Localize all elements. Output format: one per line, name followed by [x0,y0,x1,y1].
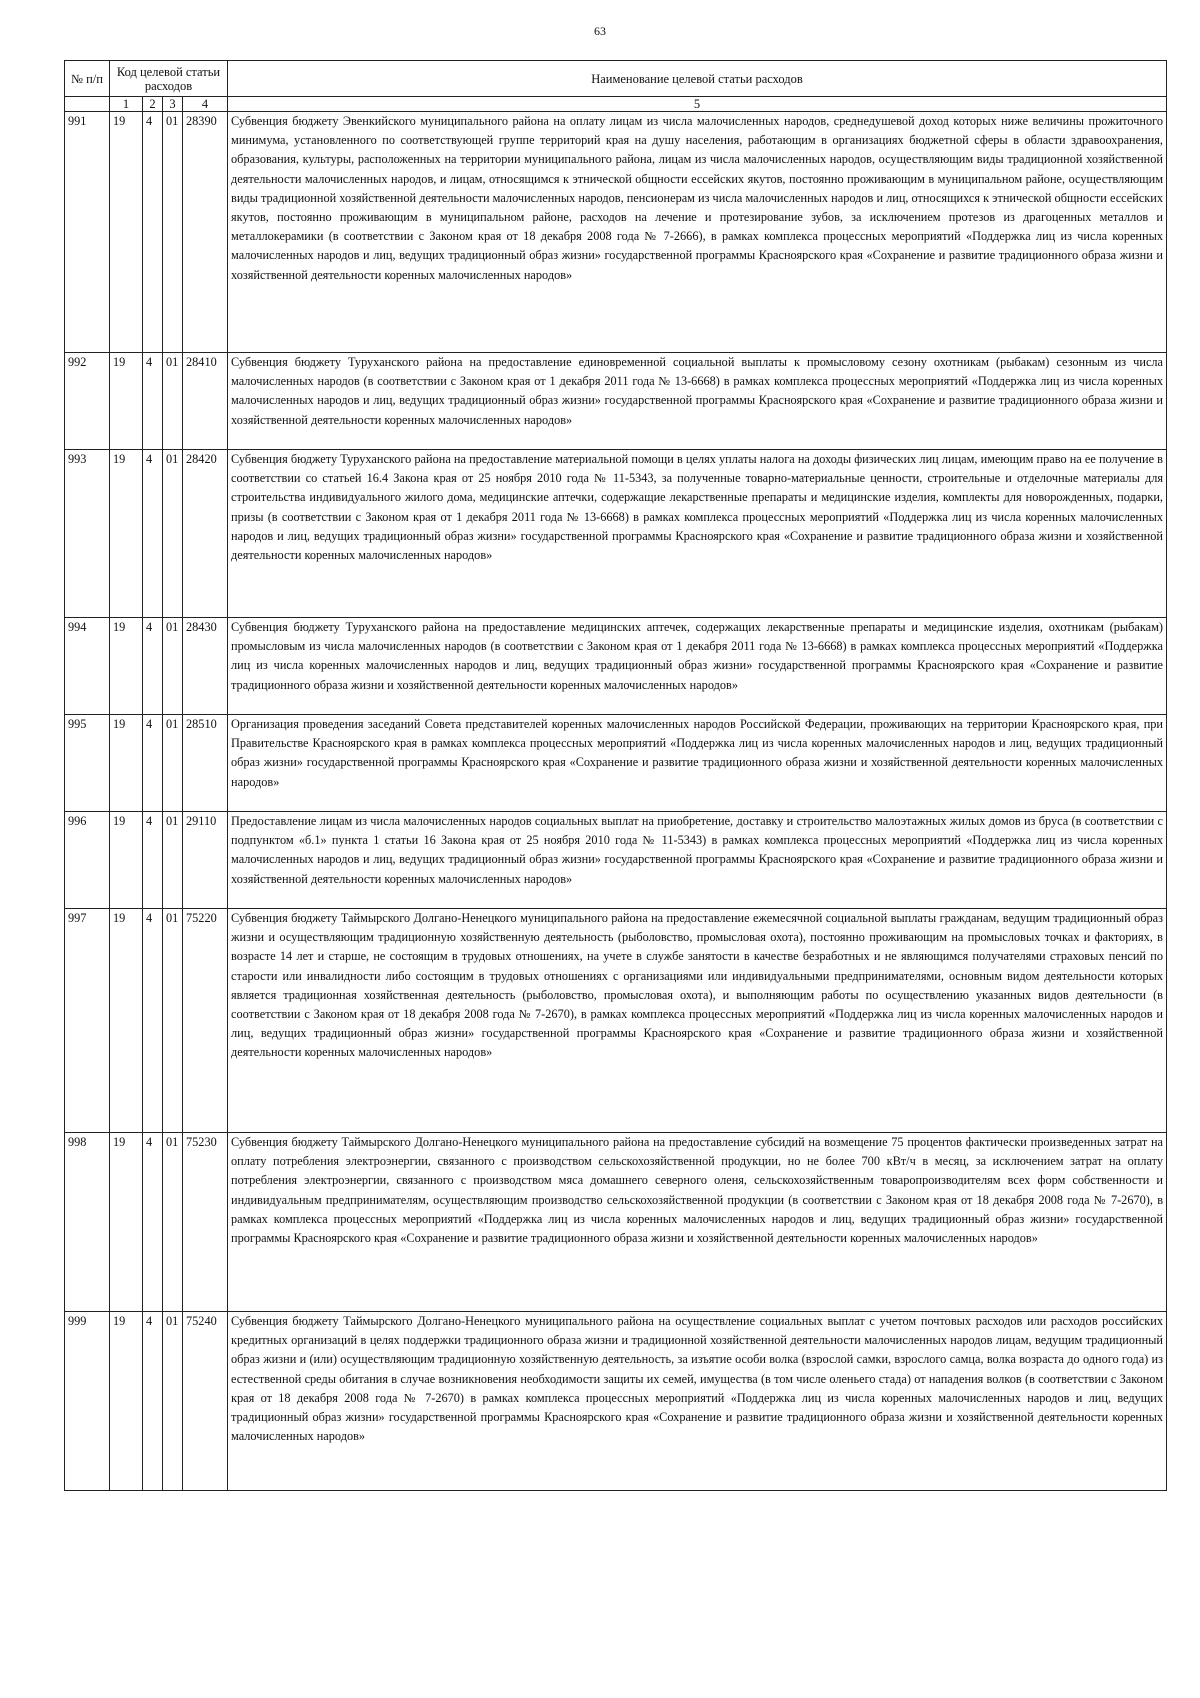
row-number: 992 [65,353,110,450]
code-program: 19 [110,715,143,812]
code-direction: 75220 [183,909,228,1133]
col-number-2: 2 [143,97,163,112]
code-subprogram: 4 [143,909,163,1133]
code-subprogram: 4 [143,450,163,618]
code-event: 01 [163,909,183,1133]
col-number-5: 5 [228,97,1167,112]
code-subprogram: 4 [143,112,163,353]
col-number-1: 1 [110,97,143,112]
code-subprogram: 4 [143,1312,163,1491]
code-program: 19 [110,909,143,1133]
row-number: 994 [65,618,110,715]
code-subprogram: 4 [143,812,163,909]
table-row [65,618,1167,715]
code-subprogram: 4 [143,353,163,450]
table-row [65,1133,1167,1312]
code-direction: 28420 [183,450,228,618]
table-row [65,812,1167,909]
code-program: 19 [110,618,143,715]
header-name: Наименование целевой статьи расходов [228,61,1167,97]
code-program: 19 [110,450,143,618]
table-row [65,715,1167,812]
expense-description: Предоставление лицам из числа малочисленных народов социальных выплат на приобретение, доставку и строительство малоэтажных жилых домов из бруса (в соответствии с подпунктом «б.1» пункта 1 статьи 16 Закона края от 25 ноября 2010 года № 11-5343) в рамках комплекса процессных мероприятий «Поддержка лиц из числа коренных малочисленных народов и лиц, ведущих традиционный образ жизни» государственной программы Красноярского края «Сохранение и развитие традиционного образа жизни и хозяйственной деятельности коренных малочисленных народов» [228,812,1167,909]
code-direction: 29110 [183,812,228,909]
expense-description: Субвенция бюджету Туруханского района на предоставление медицинских аптечек, содержащих лекарственные препараты и медицинские изделия, охотникам (рыбакам) промысловым из числа малочисленных народов (в соответствии с Законом края от 1 декабря 2011 года № 13-6668) в рамках комплекса процессных мероприятий «Поддержка лиц из числа коренных малочисленных народов и лиц, ведущих традиционный образ жизни» государственной программы Красноярского края «Сохранение и развитие традиционного образа жизни и хозяйственной деятельности коренных малочисленных народов» [228,618,1167,715]
expense-description: Субвенция бюджету Эвенкийского муниципального района на оплату лицам из числа малочисленных народов, среднедушевой доход которых ниже величины прожиточного минимума, установленного по соответствующей группе территорий края на душу населения, работающим в организациях бюджетной сферы в области здравоохранения, образования, культуры, расположенных на территории муниципального района, лицам из числа малочисленных народов, осуществляющим виды традиционной хозяйственной деятельности малочисленных народов, и лицам, относящимся к этнической общности ессейских якутов, постоянно проживающим в муниципальном районе, осуществляющим виды традиционной хозяйственной деятельности малочисленных народов, пенсионерам из числа малочисленных народов и лиц, относящихся к этнической общности ессейских якутов, постоянно проживающим в муниципальном районе, расходов на лечение и протезирование зубов, за исключением протезов из драгоценных металлов и металлокерамики (в соответствии с Законом края от 18 декабря 2008 года № 7-2666), в рамках комплекса процессных мероприятий «Поддержка лиц из числа коренных малочисленных народов и лиц, ведущих традиционный образ жизни» государственной программы Красноярского края «Сохранение и развитие традиционного образа жизни и хозяйственной деятельности коренных малочисленных народов» [228,112,1167,353]
expense-description: Субвенция бюджету Туруханского района на предоставление единовременной социальной выплаты к промысловому сезону охотникам (рыбакам) сезонным из числа малочисленных народов (в соответствии с Законом края от 1 декабря 2011 года № 13-6668) в рамках комплекса процессных мероприятий «Поддержка лиц из числа коренных малочисленных народов и лиц, ведущих традиционный образ жизни» государственной программы Красноярского края «Сохранение и развитие традиционного образа жизни и хозяйственной деятельности коренных малочисленных народов» [228,353,1167,450]
row-number: 995 [65,715,110,812]
row-number: 991 [65,112,110,353]
expense-description: Организация проведения заседаний Совета представителей коренных малочисленных народов Российской Федерации, проживающих на территории Красноярского края, при Правительстве Красноярского края в рамках комплекса процессных мероприятий «Поддержка лиц из числа коренных малочисленных народов и лиц, ведущих традиционный образ жизни» государственной программы Красноярского края «Сохранение и развитие традиционного образа жизни и хозяйственной деятельности коренных малочисленных народов» [228,715,1167,812]
table-row [65,909,1167,1133]
code-event: 01 [163,1133,183,1312]
code-event: 01 [163,812,183,909]
code-program: 19 [110,1133,143,1312]
col-number-4: 4 [183,97,228,112]
code-subprogram: 4 [143,715,163,812]
code-direction: 28510 [183,715,228,812]
row-number: 998 [65,1133,110,1312]
header-num: № п/п [65,61,110,97]
table-row [65,1312,1167,1491]
page-number: 63 [594,24,606,38]
code-event: 01 [163,715,183,812]
code-event: 01 [163,450,183,618]
code-event: 01 [163,353,183,450]
code-subprogram: 4 [143,618,163,715]
code-program: 19 [110,112,143,353]
code-direction: 28390 [183,112,228,353]
code-direction: 28410 [183,353,228,450]
table-header-row [65,61,1167,97]
column-number-row [65,97,1167,112]
expense-description: Субвенция бюджету Таймырского Долгано-Ненецкого муниципального района на осуществление социальных выплат с учетом почтовых расходов или расходов российских кредитных организаций в целях поддержки традиционного образа жизни и традиционной хозяйственной деятельности малочисленных народов лицам, ведущим традиционный образ жизни и (или) осуществляющим традиционную хозяйственную деятельность, за изъятие особи волка (взрослой самки, взрослого самца, волка возраста до одного года) из естественной среды обитания в случае возникновения необходимости защиты их семей, имущества (в том числе оленьего стада) от нападения волков (в соответствии с Законом края от 18 декабря 2008 года № 7-2670) в рамках комплекса процессных мероприятий «Поддержка лиц из числа коренных малочисленных народов и лиц, ведущих традиционный образ жизни» государственной программы Красноярского края «Сохранение и развитие традиционного образа жизни и хозяйственной деятельности коренных малочисленных народов» [228,1312,1167,1491]
row-number: 997 [65,909,110,1133]
table-row [65,450,1167,618]
code-event: 01 [163,112,183,353]
code-program: 19 [110,812,143,909]
row-number: 996 [65,812,110,909]
expense-description: Субвенция бюджету Таймырского Долгано-Ненецкого муниципального района на предоставление ежемесячной социальной выплаты гражданам, ведущим традиционный образ жизни и осуществляющим традиционную хозяйственную деятельность (рыболовство, промысловая охота), постоянно проживающим на промысловых точках и факториях, в возрасте 14 лет и старше, не состоящим в трудовых отношениях, на учете в службе занятости в качестве безработных и не являющимся получателями страховых пенсий по старости или инвалидности либо состоящим в трудовых отношениях с организациями или индивидуальными предпринимателями, основным видом деятельности которых является традиционная хозяйственная деятельность (рыболовство, промысловая охота), и выполняющим работы по осуществлению указанных видов деятельности (в соответствии с Законом края от 18 декабря 2008 года № 7-2670), в рамках комплекса процессных мероприятий «Поддержка лиц из числа коренных малочисленных народов и лиц, ведущих традиционный образ жизни» государственной программы Красноярского края «Сохранение и развитие традиционного образа жизни и хозяйственной деятельности коренных малочисленных народов» [228,909,1167,1133]
code-event: 01 [163,1312,183,1491]
col-number-0 [65,97,110,112]
budget-table [64,60,1167,1491]
col-number-3: 3 [163,97,183,112]
code-direction: 28430 [183,618,228,715]
table-row [65,112,1167,353]
row-number: 999 [65,1312,110,1491]
header-code: Код целевой статьи расходов [110,61,228,97]
code-subprogram: 4 [143,1133,163,1312]
code-event: 01 [163,618,183,715]
code-direction: 75230 [183,1133,228,1312]
code-direction: 75240 [183,1312,228,1491]
row-number: 993 [65,450,110,618]
code-program: 19 [110,1312,143,1491]
code-program: 19 [110,353,143,450]
expense-description: Субвенция бюджету Таймырского Долгано-Ненецкого муниципального района на предоставление субсидий на возмещение 75 процентов фактически произведенных затрат на оплату потребления электроэнергии, связанного с производством сельскохозяйственной продукции, но не более 700 кВт/ч в месяц, за исключением затрат на оплату потребления электроэнергии, связанного с производством мяса домашнего северного оленя, сельскохозяйственным товаропроизводителям всех форм собственности и индивидуальным предпринимателям, осуществляющим производство сельскохозяйственной продукции (в соответствии с Законом края от 18 декабря 2008 года № 7-2670), в рамках комплекса процессных мероприятий «Поддержка лиц из числа коренных малочисленных народов и лиц, ведущих традиционный образ жизни» государственной программы Красноярского края «Сохранение и развитие традиционного образа жизни и хозяйственной деятельности коренных малочисленных народов» [228,1133,1167,1312]
table-row [65,353,1167,450]
expense-description: Субвенция бюджету Туруханского района на предоставление материальной помощи в целях уплаты налога на доходы физических лиц лицам, имеющим право на ее получение в соответствии со статьей 16.4 Закона края от 25 ноября 2010 года № 11-5343, за полученные товарно-материальные ценности, строительные и отделочные материалы для строительства индивидуального жилого дома, медицинские аптечки, содержащие лекарственные препараты и медицинские изделия, комплекты для новорожденных, подарки, призы (в соответствии с Законом края от 1 декабря 2011 года № 13-6668) в рамках комплекса процессных мероприятий «Поддержка лиц из числа коренных малочисленных народов и лиц, ведущих традиционный образ жизни» государственной программы Красноярского края «Сохранение и развитие традиционного образа жизни и хозяйственной деятельности коренных малочисленных народов» [228,450,1167,618]
